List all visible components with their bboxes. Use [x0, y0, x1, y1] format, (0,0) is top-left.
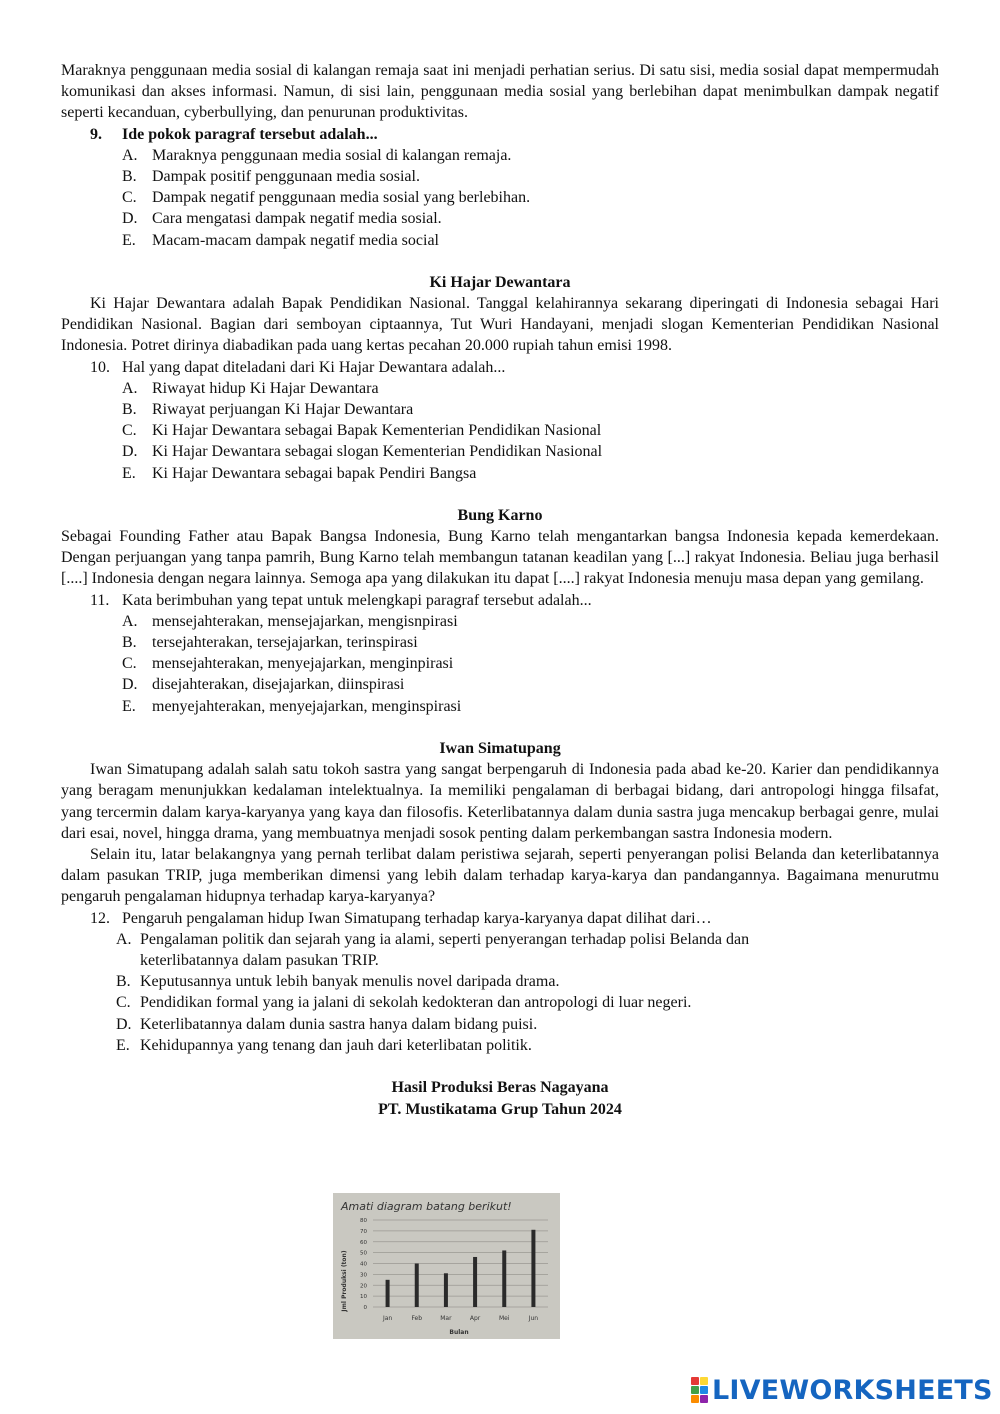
y-tick-label: 30	[360, 1272, 367, 1279]
y-tick-label: 50	[360, 1250, 367, 1257]
logo-tile	[700, 1395, 708, 1403]
option-b[interactable]	[122, 399, 939, 420]
bar-apr	[473, 1257, 477, 1307]
option-letter: B.	[122, 401, 137, 419]
option-letter: A.	[122, 612, 138, 630]
worksheet-page	[61, 60, 939, 1121]
question-text: Ide pokok paragraf tersebut adalah...	[122, 125, 378, 143]
bar-mei	[502, 1250, 506, 1307]
option-letter: B.	[122, 168, 137, 186]
option-letter: C.	[122, 422, 137, 440]
question-number: 11.	[90, 591, 110, 609]
option-e[interactable]	[122, 463, 939, 484]
option-e[interactable]	[122, 696, 939, 717]
bar-mar	[444, 1273, 448, 1307]
option-text: Ki Hajar Dewantara sebagai slogan Kementerian Pendidikan Nasional	[152, 443, 603, 461]
x-tick-label: Mar	[440, 1315, 452, 1322]
question-11	[90, 590, 939, 611]
question-12	[90, 908, 939, 929]
section-title-bung-karno: Bung Karno	[457, 506, 543, 524]
chart-heading-line-2: PT. Mustikatama Grup Tahun 2024	[378, 1100, 622, 1118]
option-text: Ki Hajar Dewantara sebagai bapak Pendiri Bangsa	[152, 464, 477, 482]
option-text: Ki Hajar Dewantara sebagai Bapak Kementerian Pendidikan Nasional	[152, 422, 602, 440]
option-c[interactable]	[122, 653, 939, 674]
x-tick-label: Apr	[469, 1315, 481, 1322]
x-axis-label: Bulan	[449, 1329, 469, 1336]
bar-chart	[333, 1193, 560, 1339]
option-a[interactable]	[122, 611, 939, 632]
option-e[interactable]	[122, 230, 939, 251]
logo-tile	[700, 1386, 708, 1394]
option-letter: B.	[116, 973, 131, 991]
options-list-9	[61, 145, 939, 251]
options-list-12	[61, 929, 939, 1056]
option-text: Kehidupannya yang tenang dan jauh dari keterlibatan politik.	[140, 1036, 532, 1054]
option-text: Macam-macam dampak negatif media social	[152, 231, 439, 249]
option-c[interactable]	[122, 420, 939, 441]
x-tick-label: Feb	[411, 1315, 423, 1322]
option-text: Riwayat hidup Ki Hajar Dewantara	[152, 379, 379, 397]
question-text: Hal yang dapat diteladani dari Ki Hajar Dewantara adalah...	[122, 358, 506, 376]
option-c[interactable]	[122, 187, 939, 208]
option-text: Pendidikan formal yang ia jalani di sekolah kedokteran dan antropologi di luar negeri.	[140, 994, 692, 1012]
option-text: Keputusannya untuk lebih banyak menulis novel daripada drama.	[140, 973, 560, 991]
question-number: 12.	[90, 909, 110, 927]
bar-feb	[415, 1264, 419, 1308]
section-title-iwan: Iwan Simatupang	[439, 739, 561, 757]
option-a[interactable]	[122, 145, 939, 166]
option-text: Dampak negatif penggunaan media sosial yang berlebihan.	[152, 189, 531, 207]
section-title-ki-hajar: Ki Hajar Dewantara	[429, 273, 571, 291]
option-letter: A.	[122, 146, 138, 164]
option-b[interactable]	[116, 971, 849, 992]
logo-tile	[700, 1377, 708, 1385]
option-text: Cara mengatasi dampak negatif media sosial.	[152, 210, 442, 228]
bar-jun	[531, 1230, 535, 1307]
y-tick-label: 80	[360, 1218, 367, 1224]
option-text: Dampak positif penggunaan media sosial.	[152, 168, 420, 186]
option-letter: E.	[122, 464, 136, 482]
logo-tiles-icon	[691, 1377, 708, 1403]
chart-heading	[61, 1077, 939, 1121]
y-axis-label: Jml Produksi (ton)	[341, 1250, 348, 1312]
option-c[interactable]	[116, 992, 849, 1013]
question-10	[90, 357, 939, 378]
liveworksheets-logo	[691, 1375, 993, 1405]
option-b[interactable]	[122, 166, 939, 187]
option-text: mensejahterakan, menyejajarkan, menginpirasi	[152, 655, 454, 673]
option-text: tersejahterakan, tersejajarkan, terinspirasi	[152, 634, 418, 652]
bar-chart-photo	[333, 1193, 560, 1339]
y-tick-label: 60	[360, 1239, 367, 1246]
option-d[interactable]	[122, 441, 939, 462]
chart-title: Amati diagram batang berikut!	[341, 1200, 512, 1213]
option-letter: C.	[116, 994, 131, 1012]
options-list-10	[61, 378, 939, 484]
option-text: Keterlibatannya dalam dunia sastra hanya dalam bidang puisi.	[140, 1015, 538, 1033]
option-letter: E.	[122, 231, 136, 249]
option-letter: C.	[122, 189, 137, 207]
option-d[interactable]	[122, 674, 939, 695]
intro-paragraph: Maraknya penggunaan media sosial di kalangan remaja saat ini menjadi perhatian serius. Di satu sisi, media sosial dapat mempermudah komunikasi dan akses informasi. Namun, di sisi lain, penggunaan media sosial yang berlebihan dapat menimbulkan dampak negatif seperti kecanduan, cyberbullying, dan penurunan produktivitas.	[61, 62, 939, 122]
option-text: menyejahterakan, menyejajarkan, menginspirasi	[152, 697, 462, 715]
option-b[interactable]	[122, 632, 939, 653]
option-text: disejahterakan, disejajarkan, diinspirasi	[152, 676, 405, 694]
option-letter: A.	[122, 379, 138, 397]
option-letter: D.	[116, 1015, 132, 1033]
question-number: 9.	[90, 125, 102, 143]
question-text: Pengaruh pengalaman hidup Iwan Simatupang terhadap karya-karyanya dapat dilihat dari…	[122, 909, 712, 927]
iwan-paragraph-2: Selain itu, latar belakangnya yang pernah terlibat dalam peristiwa sejarah, seperti penyerangan polisi Belanda dan keterlibatannya dalam pasukan TRIP, juga memberikan dimensi yang lebih dalam terhadap karya-karya dan pandangannya. Bagaimana menurutmu pengaruh pengalaman hidupnya terhadap karya-karyanya?	[61, 845, 939, 906]
option-e[interactable]	[116, 1035, 849, 1056]
y-tick-label: 70	[360, 1228, 367, 1235]
y-tick-label: 40	[360, 1261, 367, 1268]
y-tick-label: 0	[363, 1305, 367, 1311]
y-tick-label: 20	[360, 1283, 367, 1290]
bar-jan	[386, 1280, 390, 1307]
logo-tile	[691, 1377, 699, 1385]
option-a[interactable]	[122, 378, 939, 399]
option-text: Maraknya penggunaan media sosial di kalangan remaja.	[152, 146, 512, 164]
x-tick-label: Jan	[382, 1315, 393, 1322]
option-letter: E.	[122, 697, 136, 715]
ki-hajar-paragraph: Ki Hajar Dewantara adalah Bapak Pendidikan Nasional. Tanggal kelahirannya sekarang diperingati di Indonesia sebagai Hari Pendidikan Nasional. Bagian dari semboyan ciptaannya, Tut Wuri Handayani, menjadi slogan Kementerian Pendidikan Nasional Indonesia. Potret dirinya diabadikan pada uang kertas pecahan 20.000 rupiah tahun emisi 1998.	[61, 295, 939, 355]
option-d[interactable]	[116, 1014, 849, 1035]
logo-wordmark: LIVEWORKSHEETS	[712, 1374, 993, 1406]
option-letter: D.	[122, 443, 138, 461]
option-text: Riwayat perjuangan Ki Hajar Dewantara	[152, 401, 414, 419]
bung-karno-paragraph: Sebagai Founding Father atau Bapak Bangsa Indonesia, Bung Karno telah mengantarkan bangsa Indonesia kepada kemerdekaan. Dengan perjuangan yang tanpa pamrih, Bung Karno telah membangun tatanan keadilan yang [...] rakyat Indonesia. Beliau juga berhasil [....] Indonesia dengan negara lainnya. Semoga apa yang dilakukan itu dapat [....] rakyat Indonesia menuju masa depan yang gemilang.	[61, 528, 939, 588]
logo-tile	[691, 1386, 699, 1394]
option-letter: C.	[122, 655, 137, 673]
options-list-11	[61, 611, 939, 717]
y-tick-label: 10	[360, 1294, 367, 1301]
iwan-paragraph-1: Iwan Simatupang adalah salah satu tokoh sastra yang sangat berpengaruh di Indonesia pada abad ke-20. Karier dan pendidikannya yang beragam menunjukkan kedalaman intelektualnya. Ia memiliki pengalaman di berbagai bidang, dari antropologi hingga filsafat, yang tercermin dalam karya-karyanya yang kaya dan filosofis. Keterlibatannya dalam dunia sastra juga mencakup berbagai genre, mulai dari esai, novel, hingga drama, yang membuatnya menjadi sosok penting dalam perkembangan sastra Indonesia modern.	[61, 761, 939, 842]
option-letter: B.	[122, 634, 137, 652]
question-text: Kata berimbuhan yang tepat untuk melengkapi paragraf tersebut adalah...	[122, 591, 592, 609]
chart-heading-line-1: Hasil Produksi Beras Nagayana	[391, 1078, 609, 1096]
x-tick-label: Mei	[498, 1315, 510, 1322]
question-9	[90, 124, 939, 145]
option-letter: E.	[116, 1036, 130, 1054]
question-number: 10.	[90, 358, 110, 376]
option-letter: D.	[122, 210, 138, 228]
option-text: Pengalaman politik dan sejarah yang ia alami, seperti penyerangan terhadap polisi Belanda dan keterlibatannya dalam pasukan TRIP.	[140, 930, 750, 969]
option-letter: A.	[116, 930, 132, 948]
option-a[interactable]	[116, 929, 849, 971]
option-d[interactable]	[122, 208, 939, 229]
option-letter: D.	[122, 676, 138, 694]
logo-tile	[691, 1395, 699, 1403]
x-tick-label: Jun	[528, 1315, 539, 1322]
option-text: mensejahterakan, mensejajarkan, mengisnpirasi	[152, 612, 458, 630]
